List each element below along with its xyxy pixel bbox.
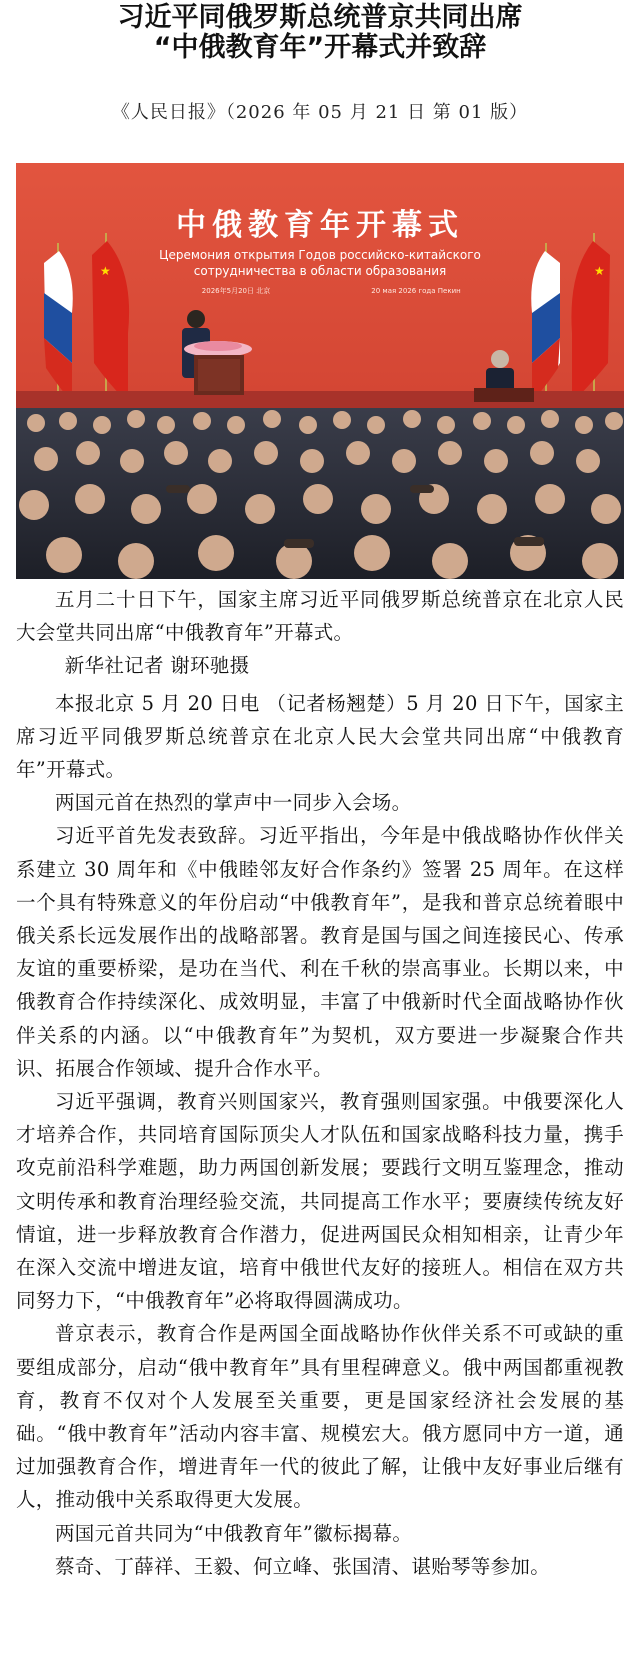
article-paragraph-6: 两国元首共同为“中俄教育年”徽标揭幕。	[55, 1521, 413, 1545]
article-paragraph-2: 两国元首在热烈的掌声中一同步入会场。	[55, 791, 412, 815]
photo-caption: 五月二十日下午，国家主席习近平同俄罗斯总统普京在北京人民大会堂共同出席“中俄教育年”开幕式。	[16, 588, 624, 645]
news-photo	[16, 163, 624, 579]
article-source: 《人民日报》（2026 年 05 月 21 日 第 01 版）	[111, 102, 529, 123]
article-paragraph-4: 习近平强调，教育兴则国家兴，教育强则国家强。中俄要深化人才培养合作，共同培育国际顶尖人才队伍和国家战略科技力量，携手攻克前沿科学难题，助力两国创新发展；要践行文明互鉴理念，推动文明传承和教育治理经验交流，共同提高工作水平；要赓续传统友好情谊，进一步释放教育合作潜力，促进两国民众相知相亲，让青少年在深入交流中增进友谊，培育中俄世代友好的接班人。相信在双方共同努力下，“中俄教育年”必将取得圆满成功。	[16, 1090, 624, 1313]
svg-text:★: ★	[594, 264, 605, 278]
ceremony-photo-illustration	[16, 163, 624, 579]
article-paragraph-7: 蔡奇、丁薛祥、王毅、何立峰、张国清、谌贻琴等参加。	[55, 1554, 551, 1578]
article-paragraph-1: 本报北京 5 月 20 日电 （记者杨翘楚）5 月 20 日下午，国家主席习近平同俄罗斯总统普京在北京人民大会堂共同出席“中俄教育年”开幕式。	[16, 691, 624, 782]
article-title-line2: “中俄教育年”开幕式并致辞	[153, 32, 487, 63]
banner-title: 中俄教育年开幕式	[176, 208, 464, 243]
photo-credit: 新华社记者 谢环驰摄	[64, 654, 250, 678]
banner-date-russian: 20 мая 2026 года Пекин	[371, 287, 461, 295]
banner-date-chinese: 2026年5月20日 北京	[201, 287, 271, 295]
article-title-line1: 习近平同俄罗斯总统普京共同出席	[117, 2, 523, 33]
banner-russian-line2: сотрудничества в области образования	[193, 264, 447, 278]
svg-text:★: ★	[100, 264, 111, 278]
article-paragraph-3: 习近平首先发表致辞。习近平指出，今年是中俄战略协作伙伴关系建立 30 周年和《中俄睦邻友好合作条约》签署 25 周年。在这样一个具有特殊意义的年份启动“中俄教育年”，是我和普京总统着眼中俄关系长远发展作出的战略部署。教育是国与国之间连接民心、传承友谊的重要桥梁，是功在当代、利在千秋的崇高事业。长期以来，中俄教育合作持续深化、成效明显，丰富了中俄新时代全面战略协作伙伴关系的内涵。以“中俄教育年”为契机，双方要进一步凝聚合作共识、拓展合作领域、提升合作水平。	[16, 824, 624, 1080]
banner-russian-line1: Церемония открытия Годов российско-китайского	[159, 248, 481, 262]
article-body	[16, 583, 624, 1583]
article-paragraph-5: 普京表示，教育合作是两国全面战略协作伙伴关系不可或缺的重要组成部分，启动“俄中教育年”具有里程碑意义。俄中两国都重视教育，教育不仅对个人发展至关重要，更是国家经济社会发展的基础。“俄中教育年”活动内容丰富、规模宏大。俄方愿同中方一道，通过加强教育合作，增进青年一代的彼此了解，让俄中友好事业后继有人，推动俄中关系取得更大发展。	[16, 1322, 624, 1512]
